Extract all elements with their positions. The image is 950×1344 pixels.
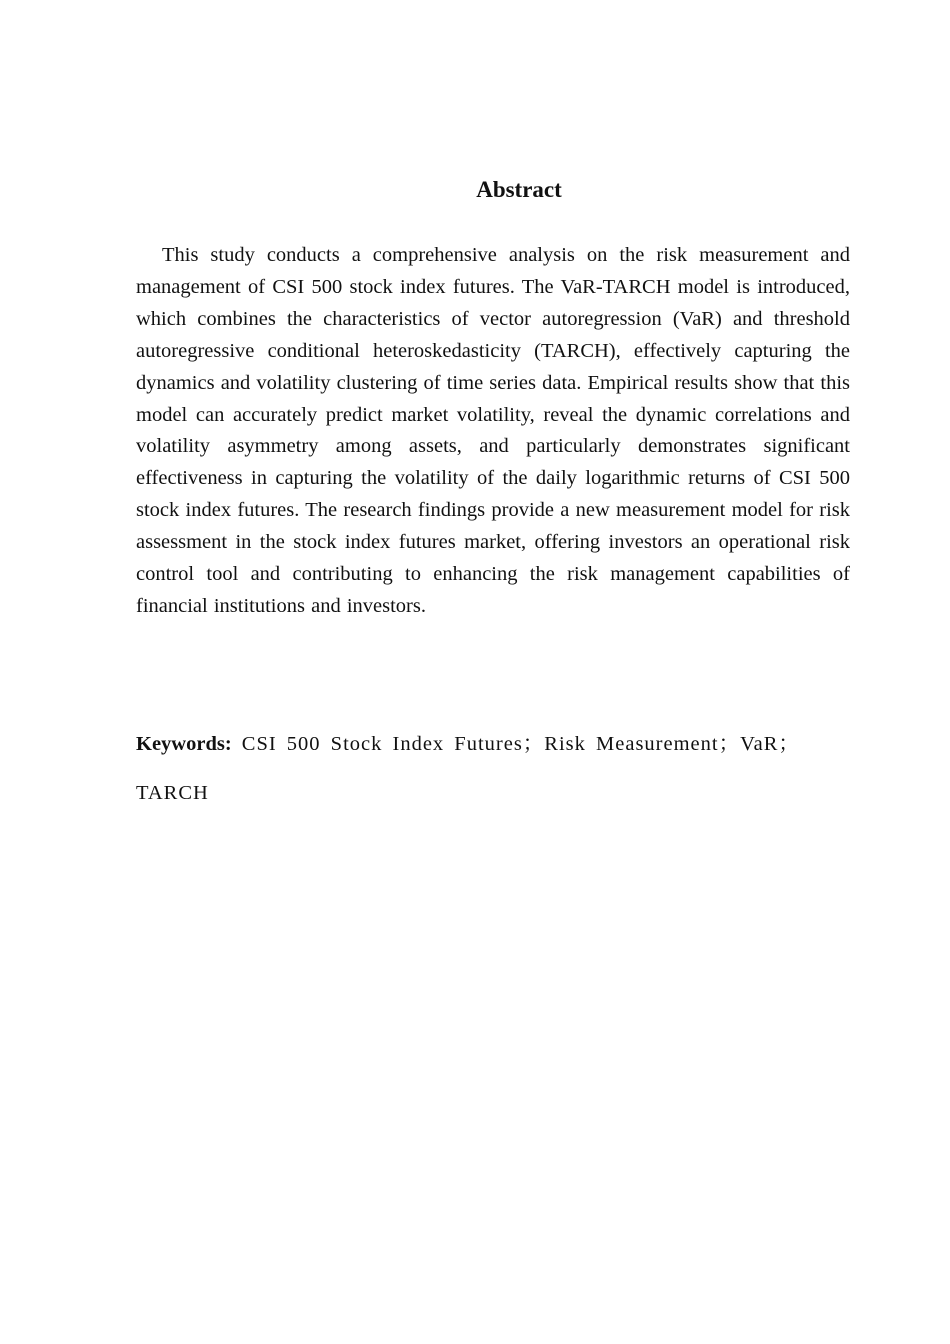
keywords-label: Keywords: bbox=[136, 733, 232, 755]
keywords-text: CSI 500 Stock Index Futures；Risk Measurement；VaR；TARCH bbox=[136, 733, 800, 804]
abstract-body: This study conducts a comprehensive analysis on the risk measurement and management of CSI 500 stock index futures. The VaR-TARCH model is introduced, which combines the characteristics of vector autoregression (VaR) and threshold autoregressive conditional heteroskedasticity (TARCH), effectively capturing the dynamics and volatility clustering of time series data. Empirical results show that this model can accurately predict market volatility, reveal the dynamic correlations and volatility asymmetry among assets, and particularly demonstrates significant effectiveness in capturing the volatility of the daily logarithmic returns of CSI 500 stock index futures. The research findings provide a new measurement model for risk assessment in the stock index futures market, offering investors an operational risk control tool and contributing to enhancing the risk management capabilities of financial institutions and investors. bbox=[136, 244, 850, 617]
abstract-title: Abstract bbox=[476, 177, 562, 202]
keywords-line bbox=[136, 720, 850, 818]
